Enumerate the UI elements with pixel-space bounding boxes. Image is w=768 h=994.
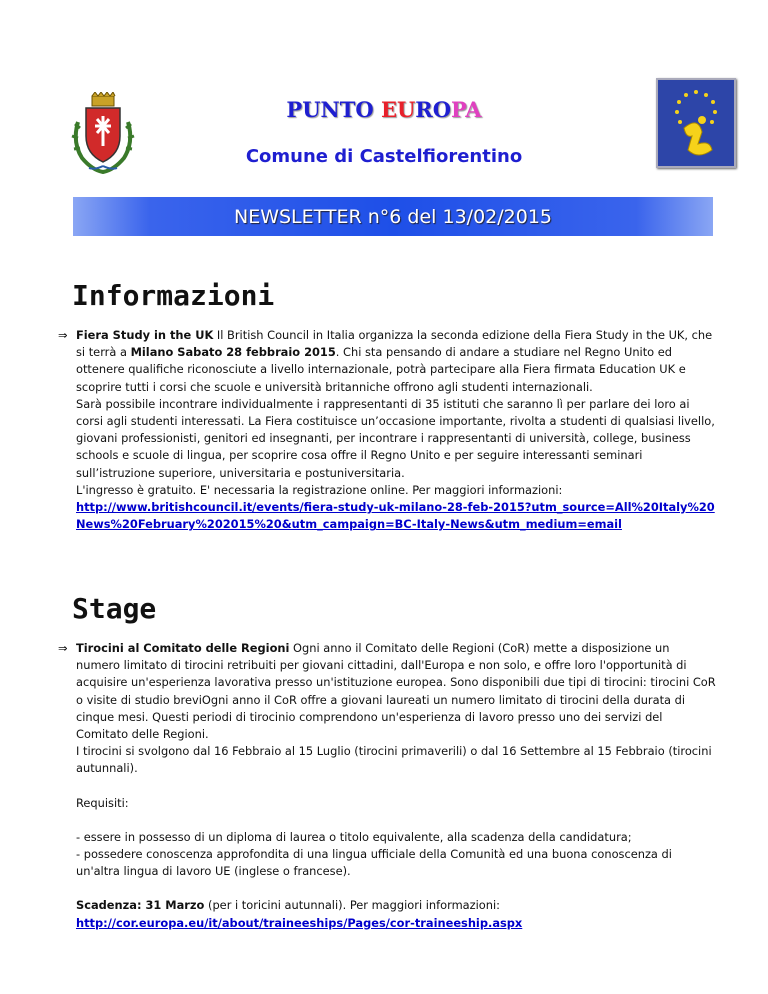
cor-traineeship-link[interactable]: http://cor.europa.eu/it/about/traineeships/Pages/cor-traineeship.aspx xyxy=(76,915,523,930)
stage-paragraph-2: I tirocini si svolgono dal 16 Febbraio al 15 Luglio (tirocini primaverili) o dal 16 Settembre al 15 Febbraio (tirocini autunnali). xyxy=(76,744,712,776)
deadline: Scadenza: 31 Marzo (per i toricini autunnali). Per maggiori informazioni: xyxy=(76,898,500,913)
info-paragraph-3: L'ingresso è gratuito. E' necessaria la registrazione online. Per maggiori informazioni: xyxy=(76,482,563,497)
arrow-icon: ⇒ xyxy=(58,641,68,655)
section-heading-stage: Stage xyxy=(72,592,157,625)
arrow-icon: ⇒ xyxy=(58,328,68,342)
info-paragraph-2: Sarà possibile incontrare individualmente i rappresentanti di 35 istituti che saranno lì per parlare dei loro ai corsi agli studenti interessati. La Fiera costituisce un’occasione importante, rivolta a studenti di qualsiasi livello, giovani professionisti, genitori ed insegnanti, per incontrare i rappresentanti di università, college, business schools e scuole di lingua, per scoprire cosa offre il Regno Unito e per seguire interessanti seminari sull’istruzione superiore, universitaria e postuniversitaria. xyxy=(76,396,715,480)
info-paragraph-1: Fiera Study in the UK Il British Council in Italia organizza la seconda edizione della Fiera Study in the UK, che si terrà a Milano Sabato 28 febbraio 2015. Chi sta pensando di andare a studiare nel Regno Unito ed ottenere qualifiche riconosciute a livello internazionale, potrà partecipare alla Fiera firmata Education UK e scoprire tutti i corsi che scuole e università britanniche offrono agli studenti internazionali. xyxy=(76,328,713,394)
item-title: Fiera Study in the UK xyxy=(76,328,214,342)
deadline-label: Scadenza: 31 Marzo xyxy=(76,898,205,913)
municipality-subtitle: Comune di Castelfiorentino xyxy=(245,146,523,167)
requirement-2: - possedere conoscenza approfondita di una lingua ufficiale della Comunità ed una buona conoscenza di un'altra lingua di lavoro UE (inglese o francese). xyxy=(76,847,672,879)
page-title: PUNTO EUROPA xyxy=(286,97,482,122)
info-item-fiera-study xyxy=(58,327,716,533)
requirements-label: Requisiti: xyxy=(76,795,129,810)
stage-paragraph-1: Tirocini al Comitato delle Regioni Ogni anno il Comitato delle Regioni (CoR) mette a disposizione un numero limitato di tirocini retribuiti per giovani cittadini, dall'Europa e non solo, e offre loro l'opportunità di acquisire un'esperienza lavorativa presso un'istituzione europea. Sono disponibili due tipi di tirocini: tirocini CoR o visite di studio breviOgni anno il CoR offre a giovani laureati un numero limitato di tirocini della durata di cinque mesi. Questi periodi di tirocinio comprendono un'esperienza di lavoro presso uno dei servizi del Comitato delle Regioni. xyxy=(76,641,716,742)
newsletter-banner xyxy=(73,197,713,236)
event-date: Milano Sabato 28 febbraio 2015 xyxy=(130,345,336,360)
requirement-1: - essere in possesso di un diploma di laurea o titolo equivalente, alla scadenza della candidatura; xyxy=(76,829,632,844)
britishcouncil-link[interactable]: http://www.britishcouncil.it/events/fiera-study-uk-milano-28-feb-2015?utm_source=All%20Italy%20News%20February%202015%20&utm_campaign=BC-Italy-News&utm_medium=email xyxy=(76,500,715,532)
item-title: Tirocini al Comitato delle Regioni xyxy=(76,641,290,655)
section-heading-informazioni: Informazioni xyxy=(72,279,275,312)
newsletter-title: NEWSLETTER n°6 del 13/02/2015 xyxy=(233,205,553,228)
stage-item-tirocini xyxy=(58,640,716,932)
